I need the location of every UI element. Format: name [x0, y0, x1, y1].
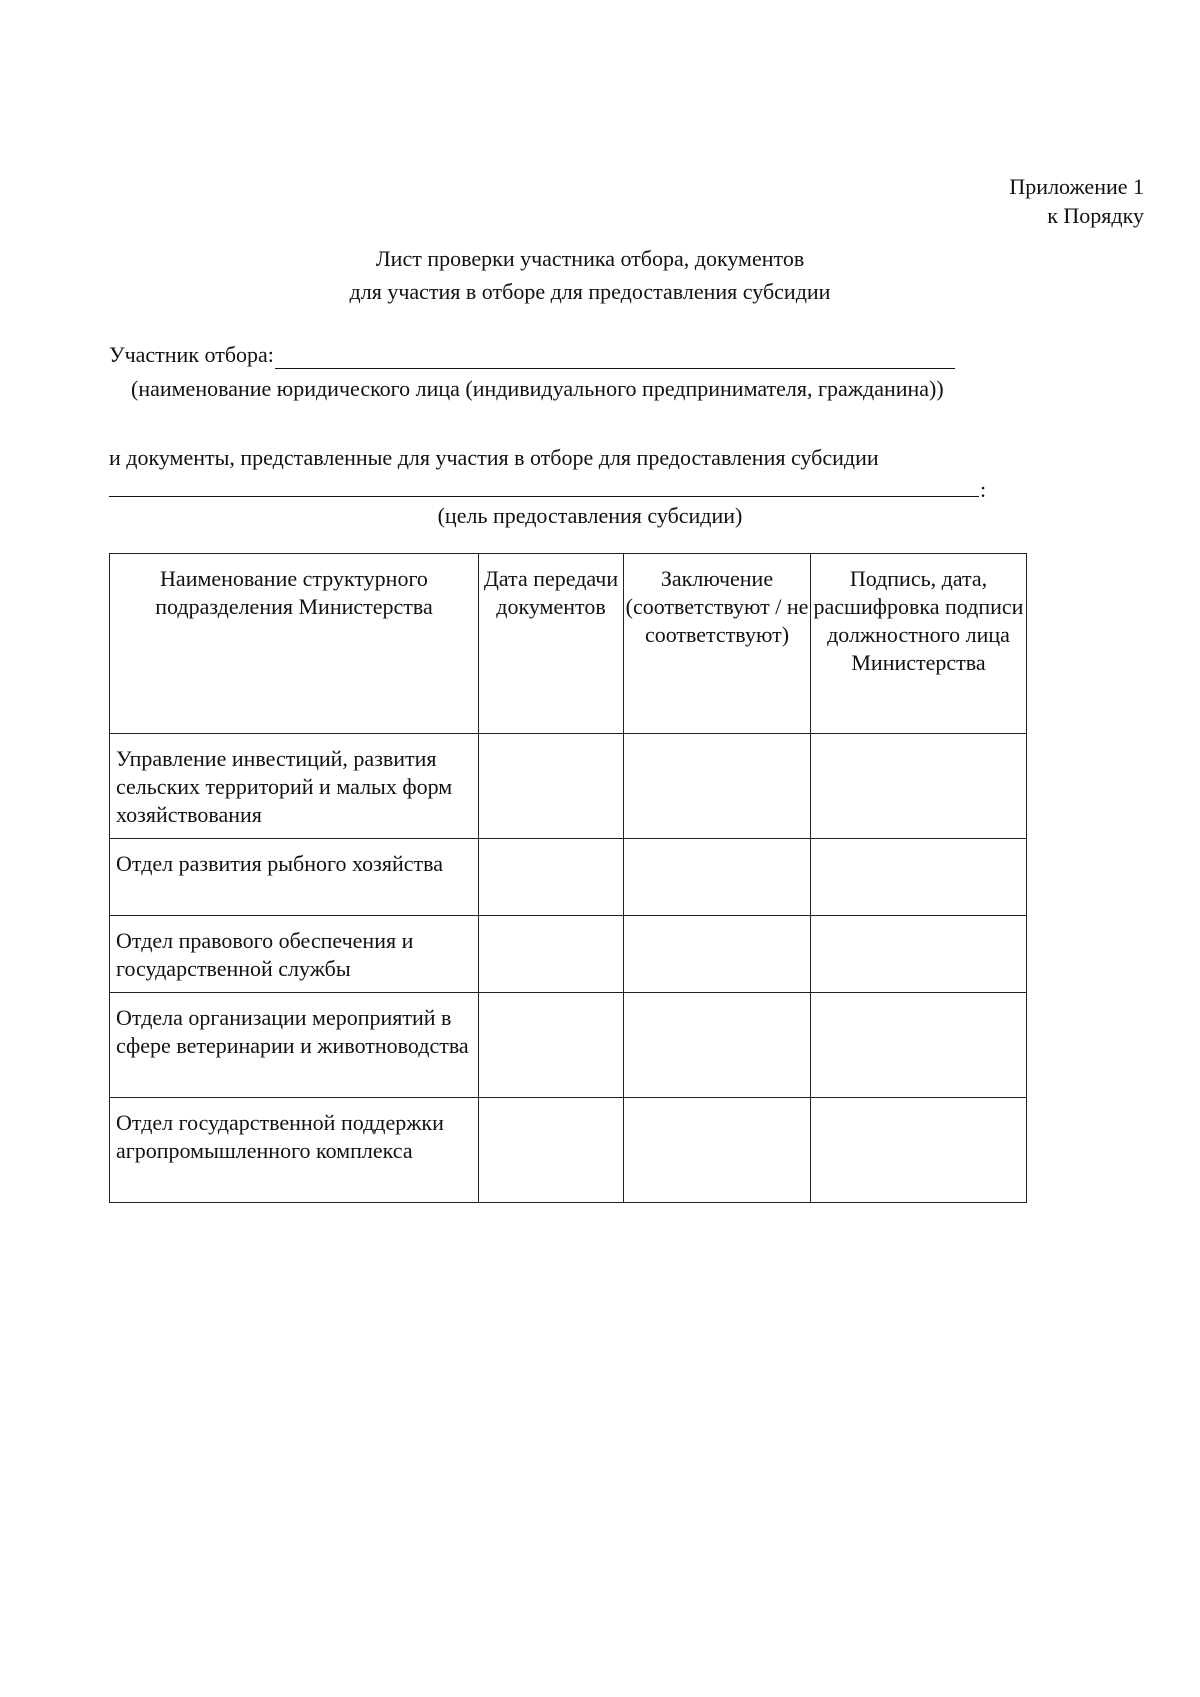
checklist-table [109, 553, 1027, 1203]
conclusion-cell[interactable] [624, 916, 811, 993]
signature-cell[interactable] [811, 734, 1027, 839]
department-name: Отдела организации мероприятий в сфере ветеринарии и животноводства [110, 993, 479, 1098]
conclusion-cell[interactable] [624, 839, 811, 916]
title-line-1: Лист проверки участника отбора, документов [375, 246, 805, 271]
conclusion-cell[interactable] [624, 1098, 811, 1203]
header-conclusion: Заключение (соответствуют / не соответствуют) [624, 554, 811, 734]
transfer-date-cell[interactable] [479, 839, 624, 916]
signature-cell[interactable] [811, 839, 1027, 916]
department-name: Отдел государственной поддержки агропромышленного комплекса [110, 1098, 479, 1203]
appendix-note [1009, 172, 1144, 230]
table-row [110, 1098, 1027, 1203]
signature-cell[interactable] [811, 993, 1027, 1098]
department-name: Отдел правового обеспечения и государственной службы [110, 916, 479, 993]
table-header-row [110, 554, 1027, 734]
header-signature: Подпись, дата, расшифровка подписи должностного лица Министерства [811, 554, 1027, 734]
transfer-date-cell[interactable] [479, 1098, 624, 1203]
transfer-date-cell[interactable] [479, 734, 624, 839]
appendix-line-1: Приложение 1 [1009, 174, 1144, 199]
transfer-date-cell[interactable] [479, 993, 624, 1098]
purpose-field[interactable] [109, 474, 979, 497]
title-line-2: для участия в отборе для предоставления субсидии [349, 279, 831, 304]
signature-cell[interactable] [811, 1098, 1027, 1203]
transfer-date-cell[interactable] [479, 916, 624, 993]
signature-cell[interactable] [811, 916, 1027, 993]
table-row [110, 993, 1027, 1098]
header-transfer-date: Дата передачи документов [479, 554, 624, 734]
participant-field[interactable] [275, 346, 955, 369]
table-row [110, 734, 1027, 839]
conclusion-cell[interactable] [624, 993, 811, 1098]
conclusion-cell[interactable] [624, 734, 811, 839]
appendix-line-2: к Порядку [1047, 203, 1144, 228]
table-row [110, 839, 1027, 916]
document-title [100, 242, 1080, 308]
documents-text: и документы, представленные для участия в отборе для предоставления субсидии [109, 445, 879, 470]
header-department: Наименование структурного подразделения Министерства [110, 554, 479, 734]
purpose-hint: (цель предоставления субсидии) [437, 503, 743, 528]
purpose-colon: : [980, 477, 987, 502]
table-row [110, 916, 1027, 993]
participant-hint: (наименование юридического лица (индивидуального предпринимателя, гражданина)) [131, 376, 944, 401]
department-name: Управление инвестиций, развития сельских территорий и малых форм хозяйствования [110, 734, 479, 839]
department-name: Отдел развития рыбного хозяйства [110, 839, 479, 916]
participant-label: Участник отбора: [109, 342, 274, 367]
participant-row [109, 341, 989, 371]
